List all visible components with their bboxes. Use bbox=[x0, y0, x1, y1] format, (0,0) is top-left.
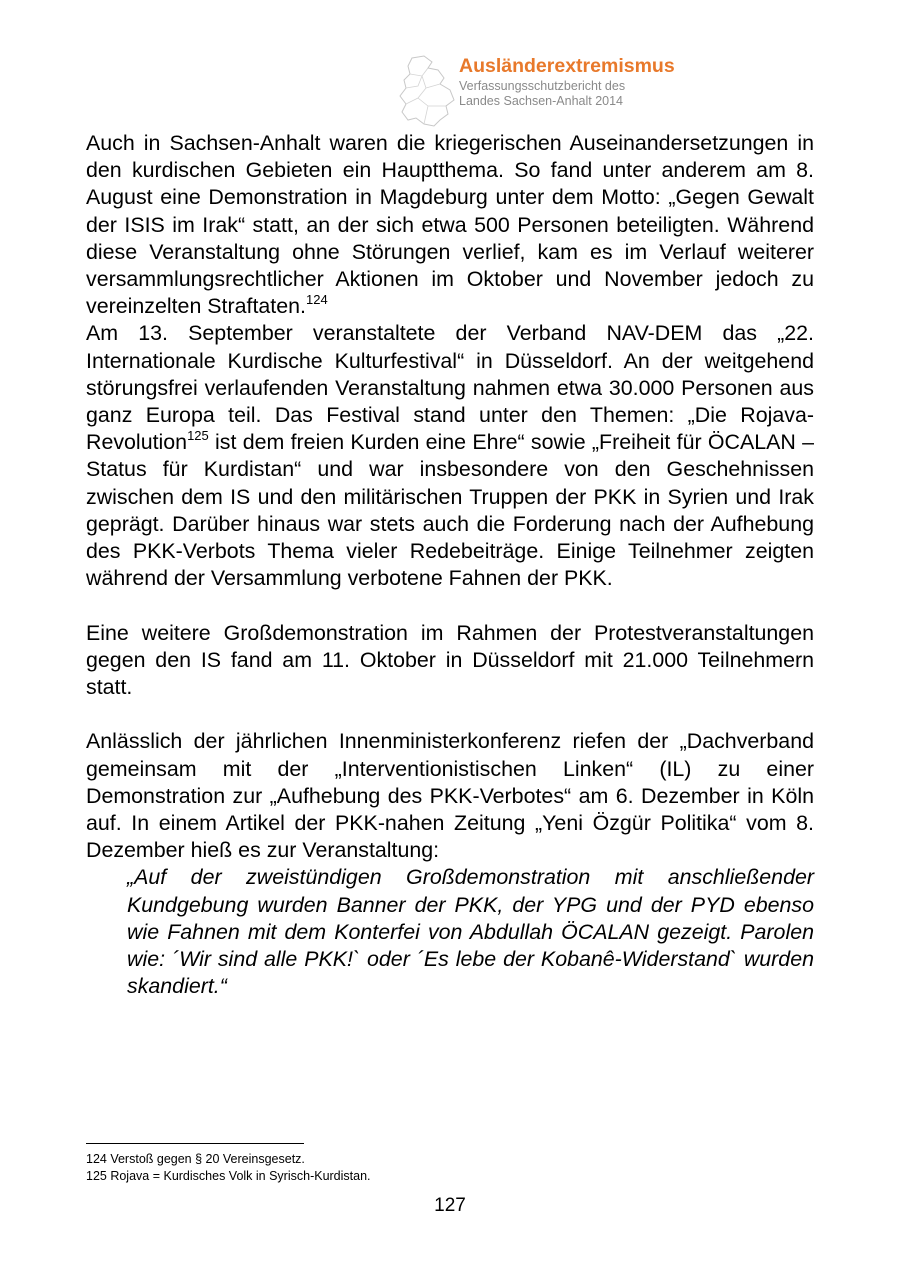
header-title: Ausländerextremismus bbox=[459, 55, 675, 77]
footnotes bbox=[86, 1151, 371, 1185]
main-text bbox=[86, 130, 814, 1000]
paragraph-2-text-b: ist dem freien Kurden eine Ehre“ sowie „Freiheit für ÖCALAN – Status für Kurdistan“ und war insbesondere von den Geschehnissen zwischen dem IS und den militärischen Truppen der PKK in Syrien und Irak geprägt. Darüber hinaus war stets auch die Forderung nach der Aufhebung des PKK-Verbots Thema vieler Redebeiträge. Einige Teilnehmer zeigten während der Versammlung verbotene Fahnen der PKK. bbox=[86, 430, 814, 591]
paragraph-3: Eine weitere Großdemonstration im Rahmen der Protestveranstaltungen gegen den IS fand am 11. Oktober in Düsseldorf mit 21.000 Teilnehmern statt. bbox=[86, 620, 814, 700]
footnote-divider bbox=[86, 1143, 304, 1144]
footnote-124: 124 Verstoß gegen § 20 Vereinsgesetz. bbox=[86, 1152, 305, 1166]
paragraph-1-text: Auch in Sachsen-Anhalt waren die kriegerischen Auseinandersetzungen in den kurdischen Gebieten ein Hauptthema. So fand unter anderem am 8. August eine Demonstration in Magdeburg unter dem Motto: „Gegen Gewalt der ISIS im Irak“ statt, an der sich etwa 500 Personen beteiligten. Während diese Veranstaltung ohne Störungen verlief, kam es im Verlauf weiterer versammlungsrechtlicher Aktionen im Oktober und November jedoch zu vereinzelten Straftaten. bbox=[86, 131, 814, 319]
header-subtitle-line1: Verfassungsschutzbericht des bbox=[459, 79, 626, 93]
page-header bbox=[396, 52, 726, 130]
paragraph-2 bbox=[86, 320, 814, 592]
paragraph-4: Anlässlich der jährlichen Innenministerkonferenz riefen der „Dachverband gemeinsam mit der „Interventionistischen Linken“ (IL) zu einer Demonstration zur „Aufhebung des PKK-Verbotes“ am 6. Dezember in Köln auf. In einem Artikel der PKK-nahen Zeitung „Yeni Özgür Politika“ vom 8. Dezember hieß es zur Veranstaltung: bbox=[86, 729, 814, 863]
paragraph-2-text-a: Am 13. September veranstaltete der Verband NAV-DEM das „22. Internationale Kurdische Kulturfestival“ in Düsseldorf. An der weitgehend störungsfrei verlaufenden Veranstaltung nahmen etwa 30.000 Personen aus ganz Europa teil. Das Festival stand unter den Themen: „Die Rojava-Revolution bbox=[86, 321, 814, 455]
paragraph-1 bbox=[86, 130, 814, 320]
saxony-anhalt-map-icon bbox=[398, 54, 456, 128]
footnote-ref-124: 124 bbox=[305, 292, 328, 308]
header-subtitle-line2: Landes Sachsen-Anhalt 2014 bbox=[459, 94, 624, 108]
footnote-ref-125: 125 bbox=[187, 428, 209, 444]
block-quote: „Auf der zweistündigen Großdemonstration mit anschließender Kundgebung wurden Banner der PKK, der YPG und der PYD ebenso wie Fahnen mit dem Konterfei von Abdullah ÖCALAN gezeigt. Parolen wie: ´Wir sind alle PKK!` oder ´Es lebe der Kobanê-Widerstand` wurden skandiert.“ bbox=[127, 865, 814, 999]
footnote-125: 125 Rojava = Kurdisches Volk in Syrisch-Kurdistan. bbox=[86, 1169, 371, 1183]
page-number: 127 bbox=[434, 1195, 466, 1216]
